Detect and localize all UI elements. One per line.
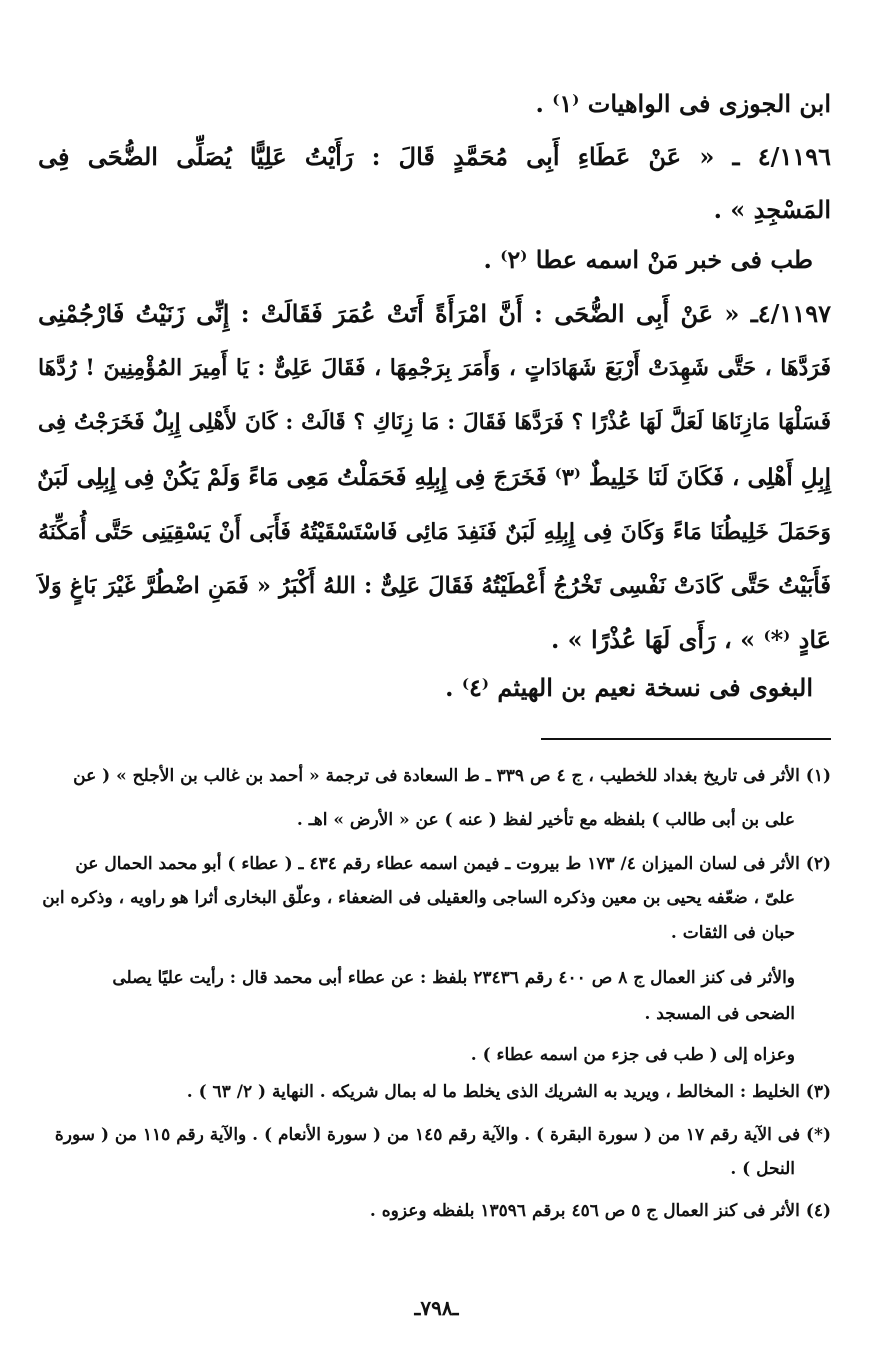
footnote-2-line-5: الضحى فى المسجد . [644,1004,795,1024]
footnote-star-line-2: النحل ) . [730,1159,795,1179]
hadith-1197-line-2: فَرَدَّهَا ، حَتَّى شَهِدَتْ أَرْبَعَ شَهَادَاتٍ ، وَأَمَرَ بِرَجْمِهَا ، فَقَالَ عَلِىٌّ : يَا أَمِيرَ المُؤْمِنِينَ ! رُدَّهَا [38,355,831,381]
source-citation-baghawi: البغوى فى نسخة نعيم بن الهيثم ⁽٤⁾ . [445,673,813,702]
hadith-1196-line-2: المَسْجِدِ » . [713,195,831,224]
footnote-1-line-1: (١) الأثر فى تاريخ بغداد للخطيب ، ج ٤ ص ٣٣٩ ـ ط السعادة فى ترجمة « أحمد بن غالب بن الأجلح » ( عن [73,766,831,786]
footnote-2-line-4: والأثر فى كنز العمال ج ٨ ص ٤٠٠ رقم ٢٣٤٣٦ بلفظ : عن عطاء أبى محمد قال : رأيت عليًا يصلى [112,968,795,988]
footnote-4: (٤) الأثر فى كنز العمال ج ٥ ص ٤٥٦ برقم ١٣٥٩٦ بلفظه وعزوه . [369,1201,831,1221]
hadith-1197-line-6: فَأَبَيْتُ حَتَّى كَادَتْ نَفْسِى تَخْرُجُ أَعْطَيْتُهُ فَقَالَ عَلِىٌّ : اللهُ أَكْبَرُ « فَمَنِ اضْطُرَّ غَيْرَ بَاغٍ وَلاَ [38,573,831,599]
footnote-star-line-1: (*) فى الآية رقم ١٧ من ( سورة البقرة ) . والآية رقم ١٤٥ من ( سورة الأنعام ) . والآية رقم ١١٥ من ( سورة [54,1125,831,1145]
hadith-1197-line-7: عَادٍ ⁽*⁾ » ، رَأَى لَهَا عُذْرًا » . [550,625,831,654]
source-citation-tabarani: طب فى خبر مَنْ اسمه عطا ⁽٢⁾ . [483,245,813,274]
hadith-1197-line-3: فَسَلْهَا مَازِنَاهَا لَعَلَّ لَهَا عُذْرًا ؟ فَرَدَّهَا فَقَالَ : مَا زِنَاكِ ؟ قَالَتْ : كَانَ لأَهْلِى إِبِلٌ فَخَرَجْتُ فِى [38,410,831,435]
source-citation-ibn-al-jawzi: ابن الجوزى فى الواهيات ⁽١⁾ . [535,89,831,118]
footnote-separator [541,738,831,740]
hadith-1197-line-5: وَحَمَلَ خَلِيطُنَا مَاءً وَكَانَ فِى إِبِلِهِ لَبَنٌ فَنَفِدَ مَائِى فَاسْتَسْقَيْتُهُ فَأَبَى أَنْ يَسْقِيَنِى حَتَّى أُمَكِّنَهُ [38,519,831,545]
page-number: ـ٧٩٨ـ [414,1296,459,1320]
hadith-1196-line-1: ٤/١١٩٦ ـ « عَنْ عَطَاءِ أَبِى مُحَمَّدٍ قَالَ : رَأَيْتُ عَلِيًّا يُصَلِّى الضُّحَى فِى [38,142,831,171]
footnote-2-line-2: علىّ ، ضعّفه يحيى بن معين وذكره الساجى والعقيلى فى الضعفاء ، وعلّق البخارى أثرا هو راويه ، وذكره ابن [42,888,795,908]
book-page [38,0,831,1356]
footnote-2-line-6: وعزاه إلى ( طب فى جزء من اسمه عطاء ) . [470,1045,795,1065]
hadith-1197-line-1: ٤/١١٩٧ـ « عَنْ أَبِى الضُّحَى : أَنَّ امْرَأَةً أَتَتْ عُمَرَ فَقَالَتْ : إِنِّى زَنَيْتُ فَارْجُمْنِى [38,299,831,328]
footnote-1-line-2: على بن أبى طالب ) بلفظه مع تأخير لفظ ( عنه ) عن « الأرض » اهـ . [296,810,795,830]
hadith-1197-line-4: إِبِلِ أَهْلِى ، فَكَانَ لَنَا خَلِيطٌ ⁽٣⁾ فَخَرَجَ فِى إِبِلِهِ فَحَمَلْتُ مَعِى مَاءً وَلَمْ يَكُنْ فِى إِبِلِى لَبَنٌ [37,464,831,491]
footnote-2-line-3: حبان فى الثقات . [670,923,795,943]
footnote-2-line-1: (٢) الأثر فى لسان الميزان ٤/ ١٧٣ ط بيروت ـ فيمن اسمه عطاء رقم ٤٣٤ ـ ( عطاء ) أبو محمد الحمال عن [75,854,831,874]
footnote-3: (٣) الخليط : المخالط ، ويريد به الشريك الذى يخلط ما له بمال شريكه . النهاية ( ٢/ ٦٣ ) . [186,1082,831,1102]
